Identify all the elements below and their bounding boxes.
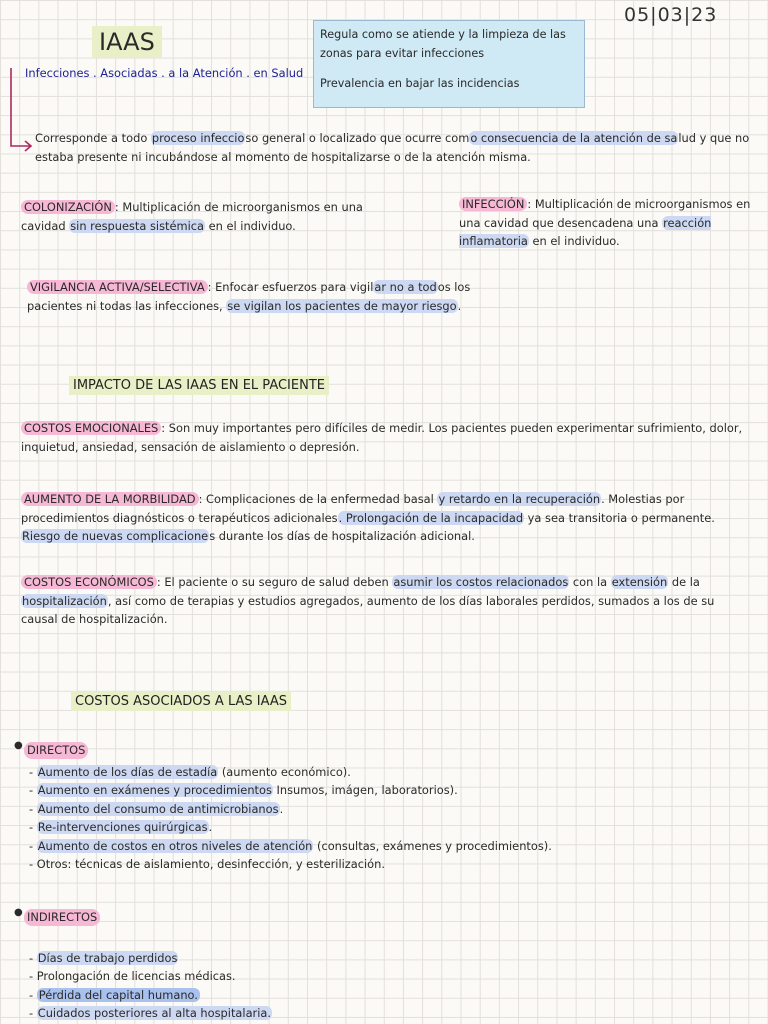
definition-text: lud y que no estaba presente ni incubándose al momento de hospitalizarse o de la atención misma.: [35, 131, 750, 164]
list-item-text: Otros: técnicas de aislamiento, desinfección, y esterilización.: [36, 857, 385, 872]
definition-paragraph: [35, 129, 755, 166]
bullet-icon: ●: [14, 907, 23, 918]
list-item: [29, 763, 552, 781]
bullet-icon: ●: [14, 740, 23, 751]
list-item: [29, 837, 552, 855]
dash-marker: -: [29, 969, 37, 984]
list-item: [29, 818, 552, 836]
costos-heading: COSTOS ASOCIADOS A LAS IAAS: [71, 692, 291, 711]
definition-highlight: o consecuencia de la atención de sa: [470, 131, 678, 145]
indirectos-list: [29, 949, 272, 1023]
page-subtitle: Infecciones . Asociadas . a la Atención . en Salud: [25, 66, 304, 80]
list-item-text: .: [279, 801, 284, 816]
list-item-text: .: [208, 820, 213, 835]
dash-marker: -: [29, 783, 37, 798]
impacto-heading: IMPACTO DE LAS IAAS EN EL PACIENTE: [69, 376, 329, 395]
economicos-highlight: extensión: [611, 575, 668, 589]
dash-marker: -: [29, 801, 37, 816]
date: 05|03|23: [624, 4, 718, 26]
list-item-highlight: Re-intervenciones quirúrgicas: [37, 820, 208, 835]
definition-highlight: proceso infeccio: [151, 131, 245, 145]
vigilancia-text: os los pacientes ni todas las infecciones,: [27, 280, 471, 313]
list-item-highlight: Aumento en exámenes y procedimientos: [37, 783, 272, 798]
list-item-highlight: Aumento de los días de estadía: [37, 765, 218, 779]
vigilancia-term: VIGILANCIA ACTIVA/SELECTIVA: [27, 280, 208, 294]
economicos-paragraph: [21, 573, 751, 629]
morbilidad-text: . Molestias por procedimientos diagnósticos o terapéuticos adicionales: [21, 492, 685, 525]
economicos-text: de la: [668, 575, 700, 589]
economicos-text: : El paciente o su seguro de salud deben: [156, 575, 393, 589]
directos-list: [29, 763, 552, 873]
note-box-line1: Regula como se atiende y la limpieza de las zonas para evitar infecciones: [320, 28, 566, 60]
infeccion-paragraph: [459, 195, 759, 251]
connector-arrow-icon: [6, 66, 34, 156]
list-item: [29, 949, 272, 967]
infeccion-highlight: reacción inflamatoria: [459, 215, 712, 248]
list-item-text: (consultas, exámenes y procedimientos).: [313, 838, 552, 853]
morbilidad-highlight: y retardo en la recuperación: [438, 492, 601, 506]
dash-marker: -: [29, 857, 37, 872]
dash-marker: -: [29, 1006, 37, 1021]
dash-marker: -: [29, 820, 37, 835]
economicos-text: , así como de terapias y estudios agregados, aumento de los días laborales perdidos, sumados a los de su causal de hospitalización.: [21, 593, 715, 626]
colonizacion-text: : Multiplicación de microorganismos en una cavidad: [21, 200, 363, 233]
vigilancia-paragraph: [27, 278, 482, 315]
list-item: [29, 855, 552, 873]
list-item-highlight: Cuidados posteriores al alta hospitalaria.: [37, 1006, 271, 1021]
vigilancia-highlight: se vigilan los pacientes de mayor riesgo: [227, 298, 457, 313]
dash-marker: -: [29, 765, 37, 779]
morbilidad-paragraph: [21, 490, 751, 546]
list-item-text: Prolongación de licencias médicas.: [36, 969, 236, 984]
infeccion-text: : Multiplicación de microorganismos en una cavidad que desencadena una: [459, 197, 751, 230]
morbilidad-term: AUMENTO DE LA MORBILIDAD: [21, 492, 199, 506]
list-item: [29, 986, 272, 1004]
emocionales-paragraph: [21, 419, 751, 456]
list-item-highlight: Aumento del consumo de antimicrobianos: [37, 801, 279, 816]
list-item-text: Insumos, imágen, laboratorios).: [272, 783, 458, 798]
economicos-text: con la: [569, 575, 611, 589]
emocionales-term: COSTOS EMOCIONALES: [21, 421, 161, 435]
dash-marker: -: [29, 951, 37, 965]
dash-marker: -: [29, 987, 37, 1002]
dash-marker: -: [29, 838, 37, 853]
morbilidad-highlight: Riesgo de nuevas complicacione: [22, 529, 209, 543]
colonizacion-paragraph: [21, 198, 366, 235]
emocionales-text: : Son muy importantes pero difíciles de medir. Los pacientes pueden experimentar sufrimiento, dolor, inquietud, ansiedad, sensación de aislamiento o depresión.: [21, 421, 743, 454]
list-item: [29, 1004, 272, 1022]
note-box-line2: Prevalencia en bajar las incidencias: [320, 77, 520, 90]
morbilidad-text: : Complicaciones de la enfermedad basal: [198, 492, 438, 506]
list-item: [29, 800, 552, 818]
colonizacion-term: COLONIZACIÓN: [21, 200, 115, 214]
list-item: [29, 967, 272, 985]
economicos-highlight: hospitalización: [22, 593, 107, 608]
list-item-highlight: Días de trabajo perdidos: [37, 951, 178, 965]
list-item-highlight: Pérdida del capital humano.: [38, 987, 198, 1002]
infeccion-text: en el individuo.: [528, 234, 620, 248]
economicos-highlight: asumir los costos relacionados: [393, 575, 569, 589]
vigilancia-text: : Enfocar esfuerzos para vigil: [207, 280, 374, 294]
morbilidad-highlight: . Prolongación de la incapacidad: [338, 510, 524, 525]
list-item-text: (aumento económico).: [218, 765, 351, 779]
vigilancia-text: .: [457, 298, 462, 313]
definition-text: so general o localizado que ocurre com: [245, 131, 470, 145]
note-box: [313, 20, 585, 108]
infeccion-term: INFECCIÓN: [459, 197, 527, 211]
list-item: [29, 781, 552, 799]
colonizacion-highlight: sin respuesta sistémica: [70, 218, 205, 233]
economicos-term: COSTOS ECONÓMICOS: [21, 575, 157, 589]
morbilidad-text: s durante los días de hospitalización adicional.: [209, 529, 475, 543]
morbilidad-text: ya sea transitoria o permanente.: [524, 510, 715, 525]
list-item-highlight: Aumento de costos en otros niveles de atención: [37, 838, 313, 853]
directos-label: DIRECTOS: [24, 742, 88, 759]
definition-text: Corresponde a todo: [35, 131, 151, 145]
indirectos-label: INDIRECTOS: [24, 909, 100, 926]
colonizacion-text: en el individuo.: [205, 218, 296, 233]
page-title: IAAS: [92, 26, 162, 58]
vigilancia-highlight: ar no a tod: [374, 280, 437, 294]
